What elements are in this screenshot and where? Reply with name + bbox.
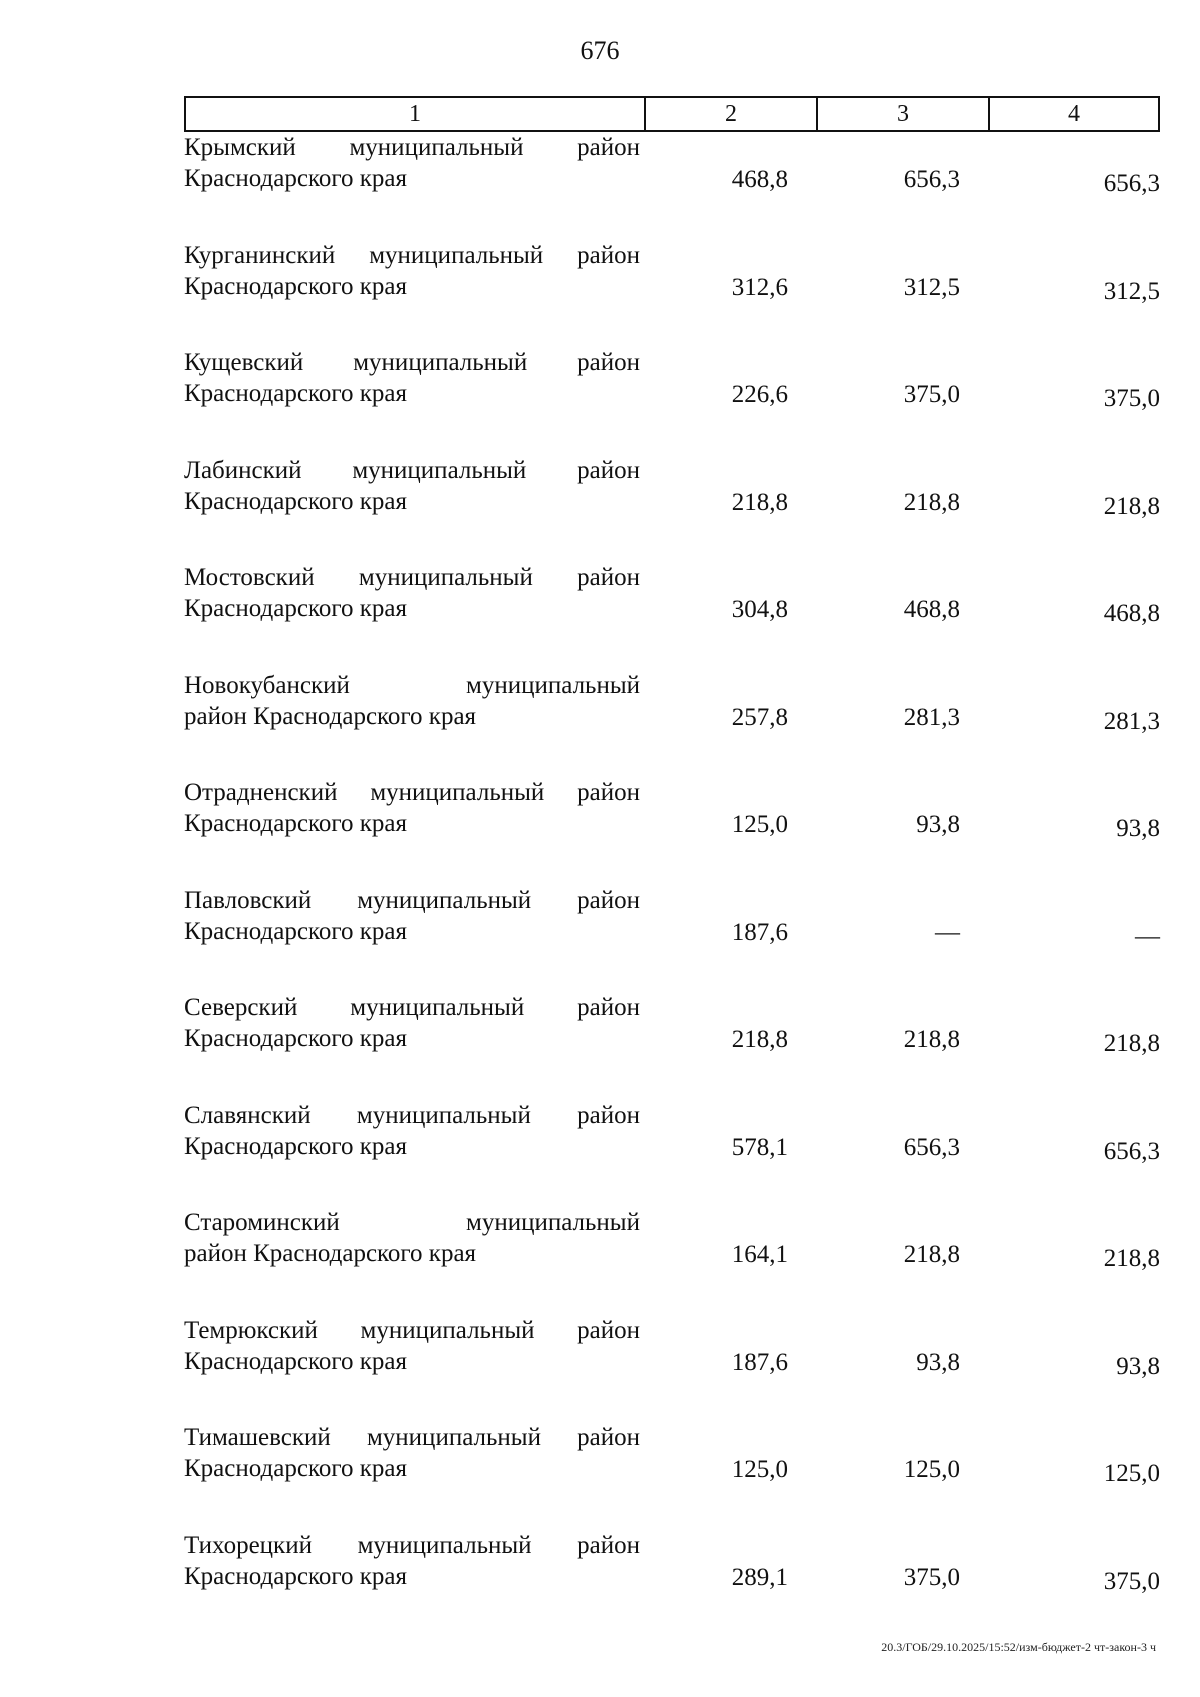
- table-row: [184, 1100, 1160, 1208]
- district-name-line1: Новокубанский муниципальный: [184, 671, 640, 699]
- value-col-2: 187,6: [731, 1348, 788, 1376]
- table-row: [184, 777, 1160, 885]
- district-name-line2: Краснодарского края: [184, 272, 407, 300]
- table-row: [184, 240, 1160, 348]
- value-col-3: 656,3: [903, 166, 960, 193]
- value-col-2: 304,8: [731, 596, 788, 623]
- district-name-line1: Славянский муниципальный район: [184, 1101, 640, 1129]
- district-name-line1: Темрюкский муниципальный район: [184, 1316, 640, 1344]
- district-name-line1: Староминский муниципальный: [184, 1209, 640, 1236]
- district-name: [184, 240, 640, 302]
- value-col-2: 226,6: [731, 381, 788, 408]
- table-row: [184, 1422, 1160, 1530]
- district-name-line1: Павловский муниципальный район: [184, 886, 640, 914]
- value-col-2: 218,8: [731, 1026, 788, 1053]
- district-name-line1: Кущевский муниципальный район: [184, 349, 640, 376]
- value-col-2: 257,8: [731, 703, 788, 731]
- value-col-4: 375,0: [1103, 385, 1160, 412]
- table-row: [184, 670, 1160, 778]
- value-col-4: 312,5: [1103, 277, 1160, 305]
- district-name: [184, 1422, 640, 1484]
- district-name-line2: Краснодарского края: [184, 595, 407, 622]
- value-col-3: —: [935, 918, 960, 946]
- district-name-line2: Краснодарского края: [184, 917, 407, 945]
- table-row: [184, 885, 1160, 993]
- table-row: [184, 1530, 1160, 1638]
- value-col-2: 468,8: [731, 166, 788, 193]
- value-col-3: 375,0: [903, 381, 960, 408]
- value-col-2: 125,0: [731, 811, 788, 838]
- district-name: [184, 132, 640, 194]
- value-col-3: 93,8: [916, 811, 960, 838]
- district-name-line2: Краснодарского края: [184, 1347, 407, 1375]
- value-col-2: 125,0: [731, 1456, 788, 1483]
- district-name: [184, 562, 640, 624]
- page-number: 676: [580, 36, 620, 65]
- header-cell-1: 1: [186, 98, 646, 130]
- district-name-line1: Тимашевский муниципальный район: [184, 1424, 640, 1451]
- district-name-line1: Северский муниципальный район: [184, 994, 640, 1021]
- district-name-line1: Лабинский муниципальный район: [184, 456, 640, 484]
- value-col-3: 468,8: [903, 596, 960, 623]
- value-col-4: 93,8: [1116, 815, 1160, 842]
- district-name: [184, 1207, 640, 1269]
- value-col-3: 375,0: [903, 1563, 960, 1591]
- table-row: [184, 455, 1160, 563]
- table-row: [184, 562, 1160, 670]
- value-col-3: 218,8: [903, 488, 960, 516]
- district-name-line2: район Краснодарского края: [184, 702, 477, 730]
- value-col-2: 164,1: [731, 1241, 788, 1268]
- district-name-line2: Краснодарского края: [184, 165, 407, 192]
- district-name-line2: район Краснодарского края: [184, 1240, 477, 1267]
- header-cell-4: 4: [1068, 101, 1080, 127]
- district-name: [184, 670, 640, 732]
- table-row: [184, 132, 1160, 240]
- table-row: [184, 347, 1160, 455]
- district-name: [184, 1530, 640, 1592]
- value-col-2: 218,8: [731, 488, 788, 516]
- value-col-2: 312,6: [731, 273, 788, 301]
- value-col-3: 312,5: [903, 273, 960, 301]
- district-name: [184, 1100, 640, 1162]
- district-name-line1: Крымский муниципальный район: [184, 134, 640, 161]
- table-row: [184, 1315, 1160, 1423]
- district-name-line1: Отрадненский муниципальный район: [184, 779, 640, 806]
- value-col-4: 218,8: [1103, 1030, 1160, 1057]
- value-col-3: 93,8: [916, 1348, 960, 1376]
- value-col-4: 281,3: [1103, 707, 1160, 735]
- value-col-4: 656,3: [1103, 1137, 1160, 1165]
- district-name: [184, 347, 640, 409]
- district-name-line1: Мостовский муниципальный район: [184, 564, 640, 591]
- district-name: [184, 992, 640, 1054]
- value-col-2: 289,1: [731, 1563, 788, 1591]
- district-name-line2: Краснодарского края: [184, 810, 407, 837]
- district-name-line2: Краснодарского края: [184, 380, 407, 407]
- header-cell-3: 3: [818, 98, 990, 130]
- table-row: [184, 1207, 1160, 1315]
- district-name-line2: Краснодарского края: [184, 1025, 407, 1052]
- value-col-4: 468,8: [1103, 600, 1160, 627]
- value-col-2: 187,6: [731, 918, 788, 946]
- district-name-line2: Краснодарского края: [184, 1562, 407, 1590]
- document-footer-code: 20.3/ГОБ/29.10.2025/15:52/изм-бюджет-2 чт-закон-3 ч: [881, 1640, 1156, 1654]
- district-name: [184, 1315, 640, 1377]
- district-name-line1: Курганинский муниципальный район: [184, 241, 640, 269]
- header-cell-2: 2: [646, 98, 818, 130]
- district-name: [184, 777, 640, 839]
- value-col-3: 218,8: [903, 1026, 960, 1053]
- value-col-3: 281,3: [903, 703, 960, 731]
- value-col-4: —: [1135, 922, 1160, 950]
- value-col-4: 218,8: [1103, 1245, 1160, 1272]
- value-col-2: 578,1: [731, 1133, 788, 1161]
- table-body: [184, 132, 1160, 1637]
- value-col-4: 656,3: [1103, 170, 1160, 197]
- value-col-4: 125,0: [1103, 1460, 1160, 1487]
- table-row: [184, 992, 1160, 1100]
- value-col-3: 218,8: [903, 1241, 960, 1268]
- district-name: [184, 455, 640, 517]
- value-col-4: 375,0: [1103, 1567, 1160, 1595]
- district-name-line2: Краснодарского края: [184, 1132, 407, 1160]
- value-col-3: 656,3: [903, 1133, 960, 1161]
- district-name: [184, 885, 640, 947]
- district-name-line2: Краснодарского края: [184, 1455, 407, 1482]
- table-header: [184, 96, 1160, 132]
- district-name-line2: Краснодарского края: [184, 487, 407, 515]
- value-col-4: 93,8: [1116, 1352, 1160, 1380]
- district-name-line1: Тихорецкий муниципальный район: [184, 1531, 640, 1559]
- value-col-3: 125,0: [903, 1456, 960, 1483]
- value-col-4: 218,8: [1103, 492, 1160, 520]
